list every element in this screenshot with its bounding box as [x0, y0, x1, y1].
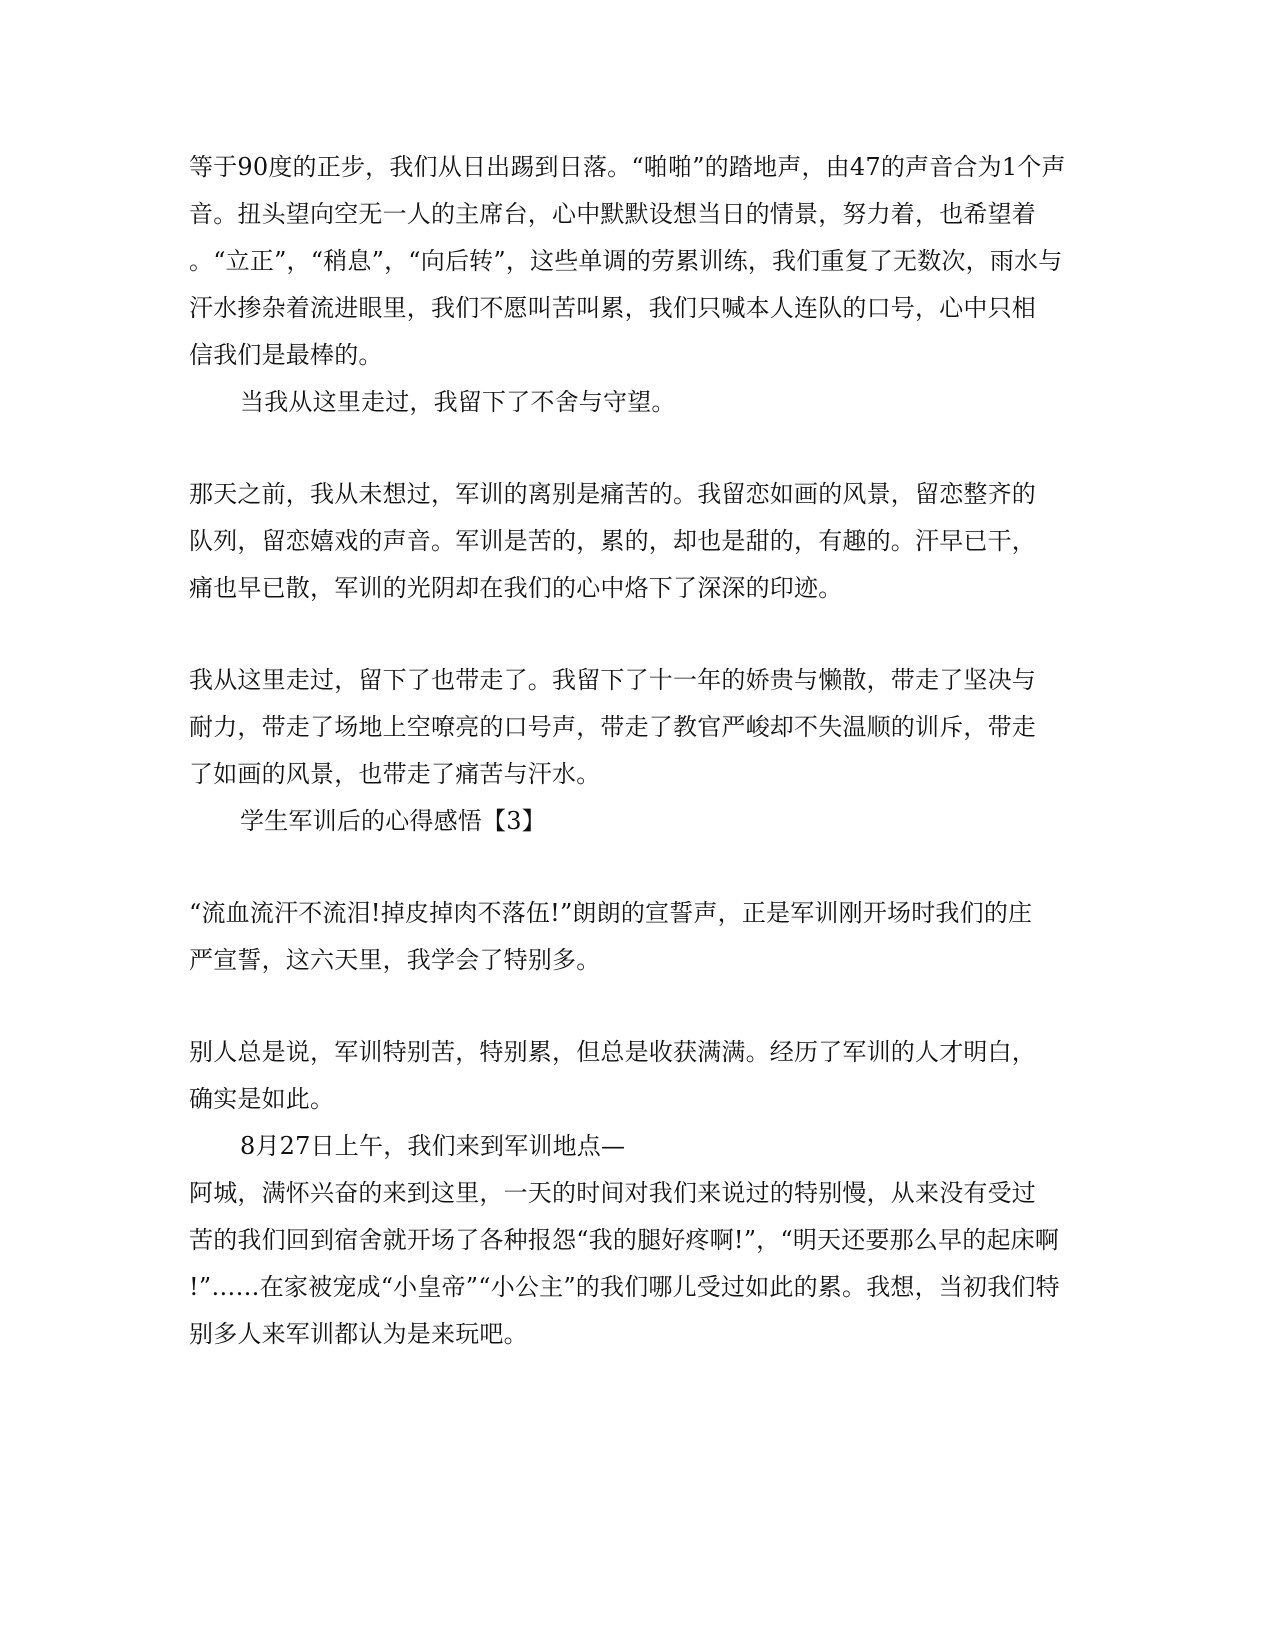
text-line: 音。扭头望向空无一人的主席台，心中默默设想当日的情景，努力着，也希望着	[189, 200, 1036, 228]
section-heading: 学生军训后的心得感悟【3】	[240, 807, 546, 835]
text-line: 别人总是说，军训特别苦，特别累，但总是收获满满。经历了军训的人才明白，	[189, 1038, 1036, 1066]
text-line: 那天之前，我从未想过，军训的离别是痛苦的。我留恋如画的风景，留恋整齐的	[189, 480, 1036, 508]
text-line: 等于90度的正步，我们从日出踢到日落。“啪啪”的踏地声，由47的声音合为1个声	[189, 153, 1066, 181]
text-line: 我从这里走过，留下了也带走了。我留下了十一年的娇贵与懒散，带走了坚决与	[189, 666, 1036, 694]
text-line: 当我从这里走过，我留下了不舍与守望。	[240, 388, 676, 416]
text-line: 严宣誓，这六天里，我学会了特别多。	[189, 946, 601, 974]
text-line: !”……在家被宠成“小皇帝”“小公主”的我们哪儿受过如此的累。我想，当初我们特	[189, 1273, 1060, 1301]
text-line: 汗水掺杂着流进眼里，我们不愿叫苦叫累，我们只喊本人连队的口号，心中只相	[189, 294, 1036, 322]
text-line: “流血流汗不流泪!掉皮掉肉不落伍!”朗朗的宣誓声，正是军训刚开场时我们的庄	[189, 899, 1033, 927]
text-line: 信我们是最棒的。	[189, 341, 383, 369]
text-line: 别多人来军训都认为是来玩吧。	[189, 1320, 528, 1348]
text-line: 确实是如此。	[189, 1085, 335, 1113]
text-line: 队列，留恋嬉戏的声音。军训是苦的，累的，却也是甜的，有趣的。汗早已干，	[189, 527, 1036, 555]
text-line: 8月27日上午，我们来到军训地点—	[240, 1132, 626, 1160]
text-line: 痛也早已散，军训的光阴却在我们的心中烙下了深深的印迹。	[189, 574, 843, 602]
text-line: 。“立正”，“稍息”，“向后转”，这些单调的劳累训练，我们重复了无数次，雨水与	[189, 247, 1063, 275]
text-line: 了如画的风景，也带走了痛苦与汗水。	[189, 760, 601, 788]
text-line: 耐力，带走了场地上空嘹亮的口号声，带走了教官严峻却不失温顺的训斥，带走	[189, 713, 1036, 741]
text-line: 苦的我们回到宿舍就开场了各种报怨“我的腿好疼啊!”，“明天还要那么早的起床啊	[189, 1226, 1060, 1254]
text-line: 阿城，满怀兴奋的来到这里，一天的时间对我们来说过的特别慢，从来没有受过	[189, 1179, 1036, 1207]
